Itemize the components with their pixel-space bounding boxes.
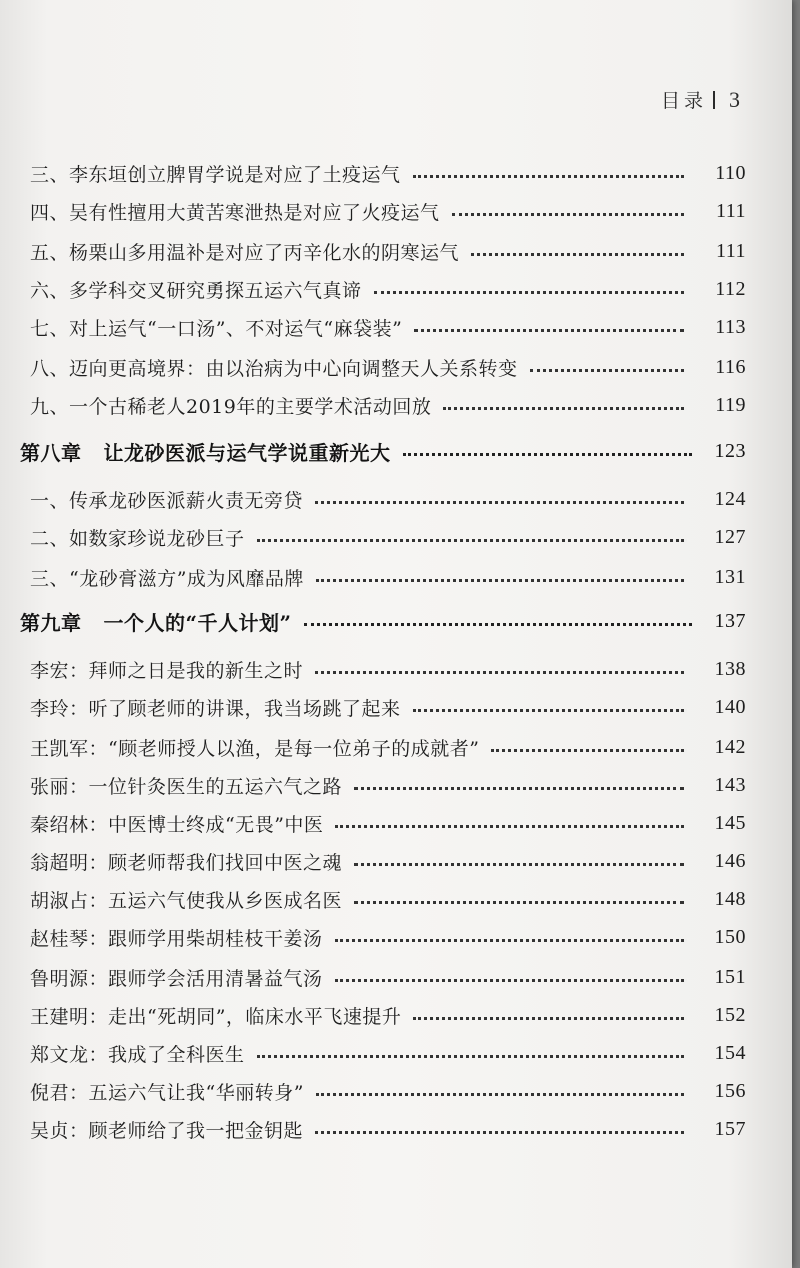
toc-entry-title: 四、吴有性擅用大黄苦寒泄热是对应了火疫运气	[30, 201, 440, 224]
toc-section-entry	[30, 1114, 746, 1144]
toc-section-entry	[30, 274, 746, 304]
dot-leader	[315, 1129, 684, 1134]
toc-section-entry	[30, 352, 746, 382]
toc-section-entry	[30, 732, 746, 762]
chapter-title: 一个人的“千人计划”	[103, 610, 292, 635]
toc-entry-title	[20, 607, 292, 636]
toc-chapter-entry	[20, 606, 746, 636]
toc-page-number: 142	[714, 735, 746, 758]
header-label: 目录	[660, 90, 707, 112]
dot-leader	[316, 577, 684, 582]
dot-leader	[315, 669, 684, 674]
dot-leader	[413, 173, 684, 178]
toc-entry-title: 倪君：五运六气让我“华丽转身”	[30, 1081, 304, 1104]
toc-section-entry	[30, 158, 746, 188]
dot-leader	[304, 621, 692, 626]
toc-section-entry	[30, 236, 746, 266]
toc-chapter-entry	[20, 436, 746, 466]
dot-leader	[374, 289, 684, 294]
dot-leader	[257, 1053, 684, 1058]
toc-page-number: 140	[714, 695, 746, 718]
dot-leader	[315, 499, 684, 504]
toc-page-number: 110	[715, 161, 746, 184]
toc-page-number: 152	[714, 1003, 746, 1026]
toc-section-entry	[30, 522, 746, 552]
dot-leader	[443, 405, 684, 410]
toc-page-number: 151	[714, 965, 746, 988]
toc-page-number: 113	[715, 315, 746, 338]
toc-page-number: 148	[714, 887, 746, 910]
toc-entry-title: 胡淑占：五运六气使我从乡医成名医	[30, 889, 343, 912]
toc-section-entry	[30, 1038, 746, 1068]
chapter-title: 让龙砂医派与运气学说重新光大	[103, 440, 391, 465]
toc-page-number: 112	[715, 277, 746, 300]
toc-entry-title: 八、迈向更高境界：由以治病为中心向调整天人关系转变	[30, 357, 518, 380]
toc-entry-title: 五、杨栗山多用温补是对应了丙辛化水的阴寒运气	[30, 241, 460, 264]
toc-section-entry	[30, 1000, 746, 1030]
toc-section-entry	[30, 692, 746, 722]
toc-page-number: 131	[714, 565, 746, 588]
toc-entry-title: 翁超明：顾老师帮我们找回中医之魂	[30, 851, 343, 874]
toc-entry-title: 二、如数家珍说龙砂巨子	[30, 527, 245, 550]
dot-leader	[452, 211, 684, 216]
dot-leader	[403, 451, 693, 456]
toc-page-number: 127	[714, 525, 746, 548]
dot-leader	[335, 823, 684, 828]
toc-entry-title: 李宏：拜师之日是我的新生之时	[30, 659, 304, 682]
header-divider	[713, 91, 715, 109]
toc-entry-title: 三、李东垣创立脾胃学说是对应了土疫运气	[30, 163, 401, 186]
toc-page-number: 157	[714, 1117, 746, 1140]
dot-leader	[335, 937, 684, 942]
toc-entry-title: 三、“龙砂膏滋方”成为风靡品牌	[30, 567, 304, 590]
dot-leader	[354, 899, 684, 904]
toc-page-number: 146	[714, 849, 746, 872]
toc-entry-title: 王建明：走出“死胡同”，临床水平飞速提升	[30, 1005, 402, 1028]
toc-page-number: 138	[714, 657, 746, 680]
toc-entry-title: 郑文龙：我成了全科医生	[30, 1043, 245, 1066]
toc-entry-title: 赵桂琴：跟师学用柴胡桂枝干姜汤	[30, 927, 323, 950]
dot-leader	[354, 785, 684, 790]
toc-page-number: 111	[715, 239, 746, 262]
toc-page-number: 124	[714, 487, 746, 510]
dot-leader	[413, 707, 684, 712]
toc-section-entry	[30, 770, 746, 800]
toc-entry-title: 吴贞：顾老师给了我一把金钥匙	[30, 1119, 304, 1142]
chapter-number: 第八章	[20, 440, 82, 465]
dot-leader	[491, 747, 684, 752]
toc-section-entry	[30, 654, 746, 684]
toc-page-number: 154	[714, 1041, 746, 1064]
toc-page-number: 156	[714, 1079, 746, 1102]
toc-entry-title: 七、对上运气“一口汤”、不对运气“麻袋装”	[30, 317, 403, 340]
toc-entry-title: 六、多学科交叉研究勇探五运六气真谛	[30, 279, 362, 302]
toc-entry-title: 九、一个古稀老人2019年的主要学术活动回放	[30, 395, 432, 418]
toc-section-entry	[30, 484, 746, 514]
toc-entry-title: 一、传承龙砂医派薪火责无旁贷	[30, 489, 304, 512]
toc-section-entry	[30, 962, 746, 992]
toc-page-number: 111	[715, 199, 746, 222]
toc-page-number: 137	[714, 609, 746, 632]
toc-page-number: 145	[714, 811, 746, 834]
dot-leader	[335, 977, 684, 982]
toc-section-entry	[30, 884, 746, 914]
toc-page-number: 143	[714, 773, 746, 796]
toc-entry-title: 鲁明源：跟师学会活用清暑益气汤	[30, 967, 323, 990]
toc-page-number: 116	[715, 355, 746, 378]
dot-leader	[530, 367, 684, 372]
toc-page-number: 123	[714, 439, 746, 462]
toc-section-entry	[30, 390, 746, 420]
toc-entry-title	[20, 437, 391, 466]
dot-leader	[414, 327, 684, 332]
toc-entry-title: 王凯军：“顾老师授人以渔，是每一位弟子的成就者”	[30, 737, 480, 760]
toc-entry-title: 张丽：一位针灸医生的五运六气之路	[30, 775, 343, 798]
toc-entry-title: 李玲：听了顾老师的讲课，我当场跳了起来	[30, 697, 401, 720]
toc-entry-title: 秦绍林：中医博士终成“无畏”中医	[30, 813, 324, 836]
running-header	[661, 86, 740, 113]
toc-section-entry	[30, 196, 746, 226]
toc-section-entry	[30, 922, 746, 952]
dot-leader	[316, 1091, 684, 1096]
toc-page-number: 150	[714, 925, 746, 948]
header-page-number: 3	[729, 86, 740, 112]
toc-section-entry	[30, 846, 746, 876]
dot-leader	[471, 251, 684, 256]
chapter-number: 第九章	[20, 610, 82, 635]
toc-page-number: 119	[715, 393, 746, 416]
dot-leader	[257, 537, 684, 542]
toc-section-entry	[30, 562, 746, 592]
dot-leader	[413, 1015, 684, 1020]
toc-section-entry	[30, 312, 746, 342]
toc-section-entry	[30, 808, 746, 838]
dot-leader	[354, 861, 684, 866]
toc-section-entry	[30, 1076, 746, 1106]
